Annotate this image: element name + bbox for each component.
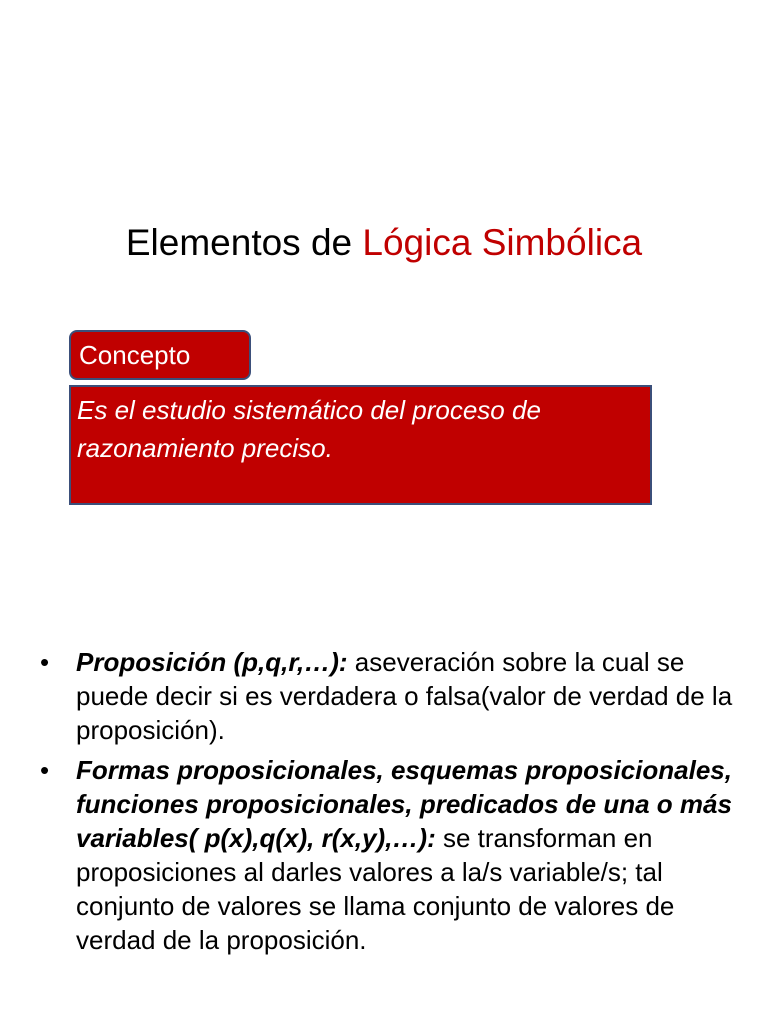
bullet-term: Formas proposicionales, esquemas proposicionales, funciones proposicionales, predicados de una o más variables( p(x),q(x), r(x,y),…): (76, 755, 732, 853)
concept-label: Concepto (79, 340, 191, 370)
bullet-item-formas-proposicionales (40, 753, 740, 957)
bullet-marker: • (40, 755, 50, 785)
bullet-list (40, 645, 740, 963)
concept-label-box (69, 330, 251, 380)
bullet-text: aseveración sobre la cual se puede decir si es verdadera o falsa(valor de verdad de la proposición). (76, 647, 733, 745)
bullet-term: Proposición (p,q,r,…): (76, 647, 348, 677)
concept-definition-box (69, 385, 652, 505)
bullet-item-proposicion (40, 645, 740, 747)
bullet-text: se transforman en proposiciones al darles valores a la/s variable/s; tal conjunto de valores se llama conjunto de valores de verdad de la proposición. (76, 823, 675, 955)
slide-title (0, 218, 768, 268)
title-prefix: Elementos de (125, 222, 363, 263)
concept-definition: Es el estudio sistemático del proceso de razonamiento preciso. (77, 395, 541, 463)
bullet-marker: • (40, 647, 50, 677)
title-accent: Lógica Simbólica (362, 222, 643, 263)
